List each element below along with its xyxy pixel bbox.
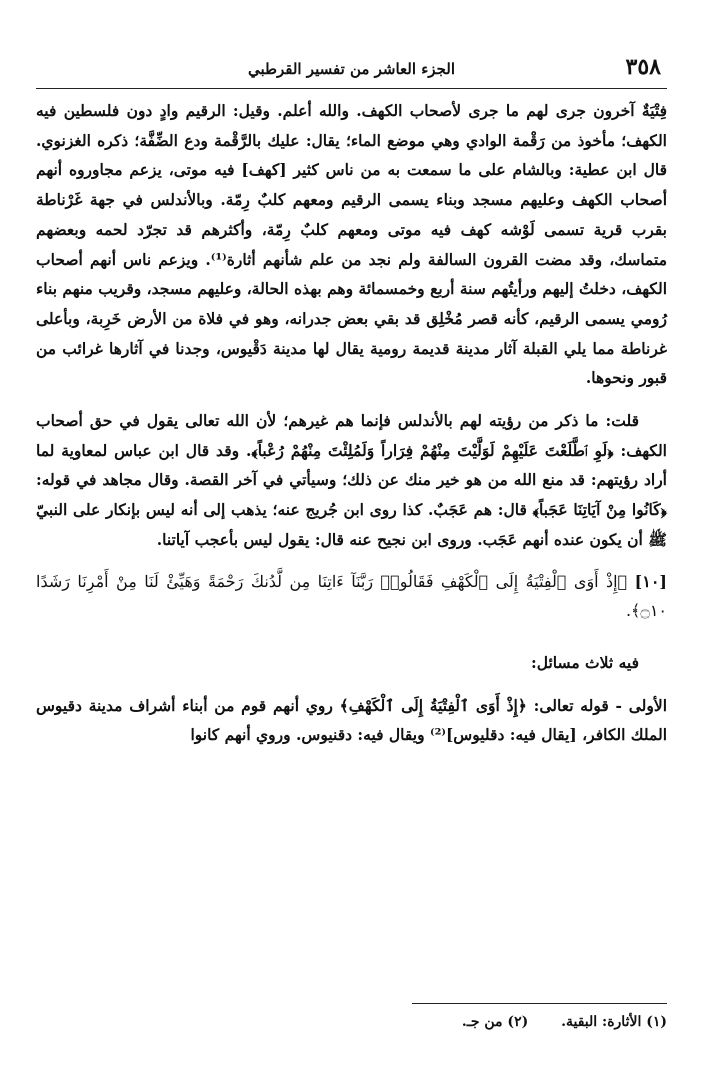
section-heading: فيه ثلاث مسائل:: [531, 652, 639, 672]
footnote-2: (٢) من جـ.: [461, 1014, 529, 1030]
page-header: [36, 50, 667, 89]
verse-number: [١٠]: [634, 571, 667, 591]
paragraph-3: الأولى - قوله تعالى: ﴿إِذْ أَوَى ٱلْفِتْيَةُ إِلَى ٱلْكَهْفِ﴾ روي أنهم قوم من أبناء أشراف مدينة دقيوس الملك الكافر، [يقال فيه: دقليوس]⁽²⁾ ويقال فيه: دقنيوس. وروي أنهم كانوا: [36, 695, 667, 745]
paragraph-1: فِتْيَةٌ آخرون جرى لهم ما جرى لأصحاب الكهف. والله أعلم. وقيل: الرقيم وادٍ دون فلسطين فيه الكهف؛ مأخوذ من رَقْمة الوادي وهي موضع الماء؛ يقال: عليك بالرَّقْمة ودع الضِّفَّة؛ ذكره الغزنوي. قال ابن عطية: وبالشام على ما سمعت به من ناس كثير [كهف] فيه موتى، يزعم مجاوروه أنهم أصحاب الكهف وعليهم مسجد وبناء يسمى الرقيم ومعهم كلبٌ رِمّة. وبالأندلس في جهة غَرْناطة بقرب قرية تسمى لَوْشه كهف فيه موتى ومعهم كلبٌ رِمّة، وأكثرهم قد تجرّد لحمه وبعضهم متماسك، وقد مضت القرون السالفة ولم نجد من علم شأنهم أثارة⁽¹⁾. ويزعم ناس أنهم أصحاب الكهف، دخلتُ إليهم ورأيتُهم سنة أربع وخمسمائة وهم بهذه الحالة، وعليهم مسجد، وقريب منهم بناء رُومي يسمى الرقيم، كأنه قصر مُخْلِق قد بقي بعض جدرانه، وهو في فلاة من الأرض خَرِبة، وبأعلى غرناطة مما يلي القبلة آثار مدينة قديمة رومية يقال لها مدينة دَقْيوس، وجدنا في آثارها غرائب من قبور ونحوها.: [36, 101, 667, 388]
footnotes: [36, 1010, 667, 1034]
footnote-1: (١) الأثارة: البقية.: [561, 1014, 667, 1030]
verse-text: ﴿إِذْ أَوَى ٱلْفِتْيَةُ إِلَى ٱلْكَهْفِ فَقَالُوا۟ رَبَّنَآ ءَاتِنَا مِن لَّدُنكَ رَحْمَةً وَهَيِّئْ لَنَا مِنْ أَمْرِنَا رَشَدًا ۝١٠﴾.: [36, 571, 667, 621]
quran-verse: [36, 567, 667, 626]
main-text: [36, 96, 667, 750]
page-number: ٣٥٨: [625, 54, 661, 80]
running-title: الجزء العاشر من تفسير القرطبي: [248, 60, 455, 78]
footnote-divider: [412, 1003, 667, 1004]
paragraph-2: قلت: ما ذكر من رؤيته لهم بالأندلس فإنما هم غيرهم؛ لأن الله تعالى يقول في حق أصحاب الكهف: ﴿لَوِ ٱطَّلَعْتَ عَلَيْهِمْ لَوَلَّيْتَ مِنْهُمْ فِرَاراً وَلَمُلِئْتَ مِنْهُمْ رُعْباً﴾. وقد قال ابن عباس لمعاوية لما أراد رؤيتهم: قد منع الله من هو خير منك عن ذلك؛ وسيأتي في آخر القصة. وقال مجاهد في قوله: ﴿كَانُوا مِنْ آيَاتِنَا عَجَباً﴾ قال: هم عَجَبٌ. كذا روى ابن جُريج عنه؛ يذهب إلى أنه ليس بإنكار على النبيّ ﷺ أن يكون عنده أنهم عَجَب. وروى ابن نجيح عنه قال: يقول ليس بأعجب آياتنا.: [36, 411, 667, 549]
